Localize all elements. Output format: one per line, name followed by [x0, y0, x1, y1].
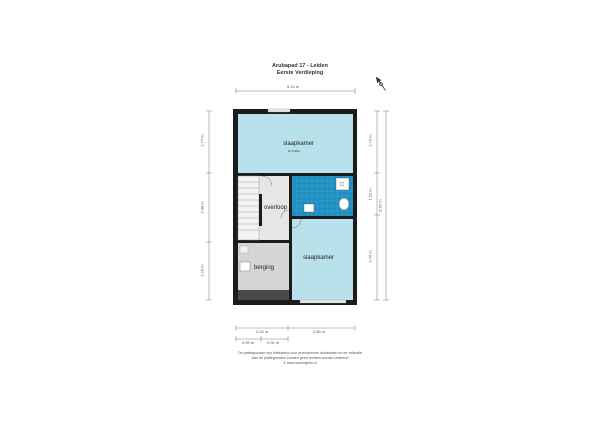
dim-bottom-small-2: 0.91 m [267, 340, 280, 345]
room-height-note: H=2.98m [288, 149, 301, 153]
room-label-bedroom-bottom: slaapkamer [303, 255, 335, 261]
floor-title: Eerste Verdieping [276, 70, 324, 76]
dim-right-bottom: 3.76 m [367, 250, 373, 263]
dim-right-top: 2.70 m [367, 134, 373, 147]
dim-left-top: 2.77 m [199, 134, 205, 147]
footer-disclaimer-2: Aan de plattegronden kunnen geen rechten worden ontleend [251, 356, 349, 360]
room-label-landing: overloop [264, 205, 288, 211]
dim-bottom-small-1: 0.99 m [242, 340, 255, 345]
dim-left-middle: 3.08 m [199, 201, 205, 214]
dim-bottom-left: 2.24 m [256, 329, 269, 334]
dim-top-width: 5.14 m [287, 84, 300, 89]
dim-bottom-right: 2.80 m [313, 329, 326, 334]
footer-disclaimer-1: De plattegronden zijn uitsluitend voor promotionele doeleinden en ter indicatie [238, 351, 362, 355]
room-label-bedroom-top: slaapkamer [283, 141, 315, 147]
footer-copyright: © www.woningfoto.nl [283, 361, 317, 365]
room-label-storage: berging [254, 265, 275, 271]
address-title: Arubapad 17 - Leiden [272, 63, 328, 69]
dim-left-bottom: 2.16 m [199, 264, 205, 277]
dim-right-total: 8.62 m [377, 199, 383, 212]
dim-right-middle: 1.62 m [367, 188, 373, 201]
